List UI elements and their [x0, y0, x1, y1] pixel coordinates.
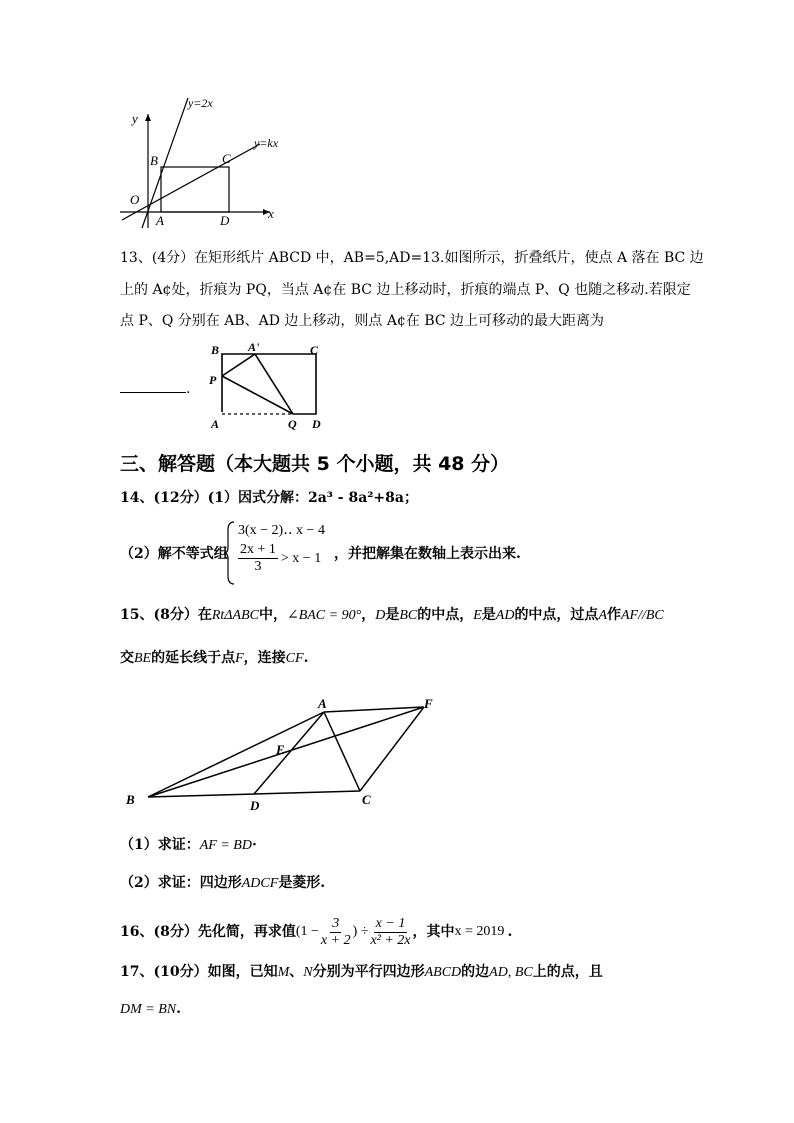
fig2-label-p: P — [209, 373, 217, 387]
fig2-label-q: Q — [288, 417, 297, 431]
q15-part2: （2）求证：四边形ADCF是菱形. — [120, 875, 326, 891]
ineq2: $\frac{2x + 1}{3}$ > x − 1 — [240, 542, 322, 574]
answer-blank[interactable] — [120, 378, 186, 393]
rhombus-figure — [118, 694, 448, 816]
q13-line1: 13、(4分）在矩形纸片 ABCD 中，AB=5,AD=13.如图所示，折叠纸片，使点 A 落在 BC 边 — [120, 250, 704, 266]
label-y-kx: y=kx — [254, 136, 279, 150]
q16-line: 16、(8分）先化简，再求值 (1 − $\frac{3}{x + 2}$ ) ÷ $\frac{x - 1}{\text{x² + 2x}}$ ，其中 x = 2019 . — [120, 915, 513, 948]
fig3-label-d: D — [250, 798, 260, 813]
label-y-axis: y — [132, 111, 138, 126]
fig3-label-f: F — [424, 696, 433, 711]
fig2-label-b: B — [211, 343, 220, 357]
q13-line3: 点 P、Q 分别在 AB、AD 边上移动，则点 A¢在 BC 边上可移动的最大距离为 — [120, 313, 605, 329]
fig2-label-a: A — [211, 417, 220, 431]
q14-part2-label: （2）解不等式组 — [120, 546, 228, 562]
fig2-label-d: D — [312, 417, 321, 431]
coordinate-figure — [112, 92, 312, 232]
label-c: C — [222, 151, 231, 166]
q13-line2: 上的 A¢处，折痕为 PQ，当点 A¢在 BC 边上移动时，折痕的端点 P、Q 也随之移动.若限定 — [120, 282, 691, 298]
q15-line2: 交BE的延长线于点F，连接CF. — [120, 650, 309, 666]
q14-part2-tail: ，并把解集在数轴上表示出来. — [334, 546, 521, 562]
fig3-label-b: B — [126, 792, 135, 807]
q13-answer-line: . — [120, 378, 190, 399]
label-y-2x: y=2x — [188, 96, 213, 110]
q14-part1: 14、(12分）(1）因式分解：2a³ - 8a²+8a； — [120, 490, 418, 506]
fig3-label-a: A — [318, 696, 327, 711]
label-b: B — [150, 153, 158, 168]
q17-line1: 17、(10分）如图，已知M、N分别为平行四边形ABCD的边AD, BC上的点，且 — [120, 964, 603, 980]
section-heading: 三、解答题（本大题共 5 个小题，共 48 分） — [120, 453, 510, 475]
label-x-axis: x — [268, 206, 274, 221]
label-origin: O — [130, 192, 140, 207]
label-d: D — [220, 213, 230, 228]
ineq1: 3(x − 2)‥ x − 4 — [238, 523, 325, 538]
fig2-label-a-prime: A' — [248, 340, 260, 354]
fig2-label-c: C — [310, 343, 319, 357]
label-a: A — [156, 213, 164, 228]
q17-line2: DM = BN. — [120, 1001, 181, 1017]
brace-icon — [224, 520, 236, 586]
fig3-label-c: C — [362, 792, 371, 807]
fig3-label-e: E — [276, 742, 285, 757]
folding-figure — [200, 338, 340, 434]
q15-line1: 15、(8分）在RtΔABC中，∠BAC = 90°，D是BC的中点，E是AD的中点，过点A作AF//BC — [120, 607, 664, 623]
q15-part1: （1）求证：AF = BD· — [120, 837, 257, 853]
